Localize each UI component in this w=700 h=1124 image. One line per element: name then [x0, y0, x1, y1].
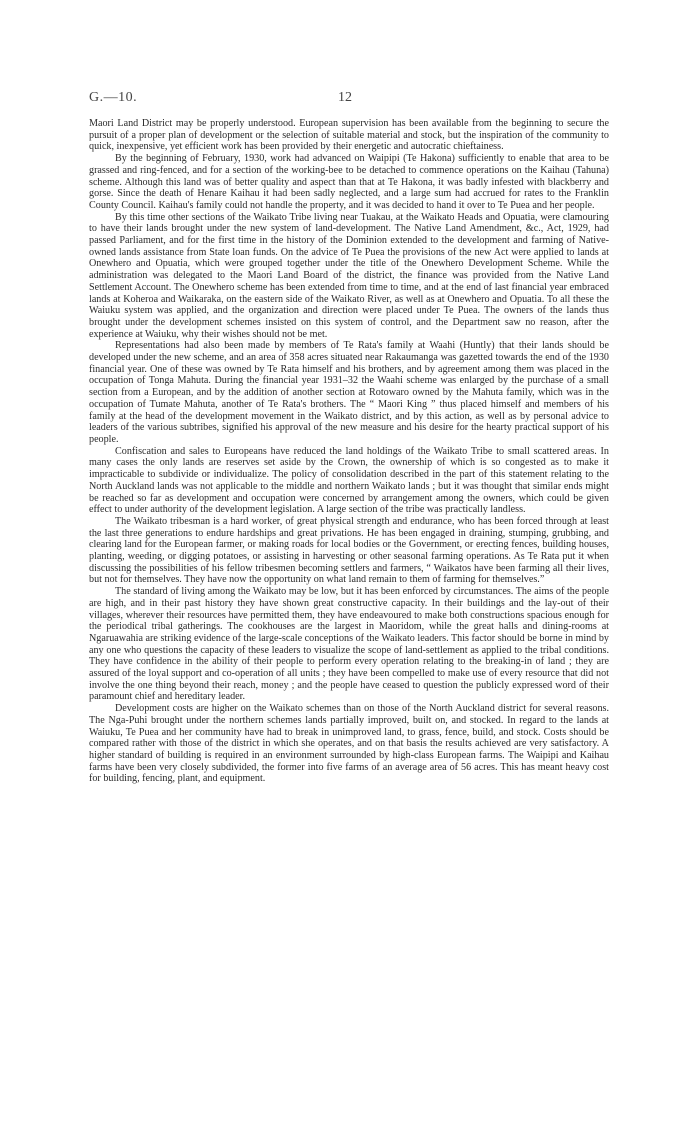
paragraph: By this time other sections of the Waikato Tribe living near Tuakau, at the Waikato Heads and Opuatia, were clamouring to have their lands brought under the new system of land-development. The Native Land Amendment, &c., Act, 1929, had passed Parliament, and for the first time in the history of the Dominion extended to the development and farming of Native-owned lands assistance from State loan funds. On the advice of Te Puea the provisions of the new Act were applied to lands at Onewhero and Opuatia, which were grouped together under the title of the Onewhero Development Scheme. While the administration was delegated to the Maori Land Board of the district, the finance was provided from the Native Land Settlement Account. The Onewhero scheme has been extended from time to time, and at the end of last financial year embraced lands at Koheroa and Waikaraka, on the eastern side of the Waikato River, as well as at Onewhero and Opuatia. To all these the Waiuku system was applied, and the organization and direction were placed under Te Puea. The owners of the lands thus brought under the development schemes insisted on this system of control, and the Department saw no reason, after the experience at Waiuku, why their wishes should not be met. — [89, 211, 609, 340]
paragraph: Confiscation and sales to Europeans have reduced the land holdings of the Waikato Tribe to small scattered areas. In many cases the only lands are reserves set aside by the Crown, the ownership of which is so congested as to make it impracticable to subdivide or individualize. The policy of consolidation described in the part of this statement relating to the North Auckland lands was not applicable to the middle and northern Waikato lands ; but it was thought that similar ends might be reached so far as development and occupation were concerned by arrangement among the owners, which could be given effect to under authority of the development legislation. A large section of the tribe was practically landless. — [89, 445, 609, 516]
paragraph: Development costs are higher on the Waikato schemes than on those of the North Auckland district for several reasons. The Nga-Puhi brought under the northern schemes lands partially improved, built on, and stocked. In regard to the lands at Waiuku, Te Puea and her community have had to break in unimproved land, to grass, fence, build, and stock. Costs should be compared rather with those of the district in which she operates, and on that basis the results achieved are very satisfactory. A higher standard of building is required in an environment surrounded by high-class European farms. The Waipipi and Kaihau farms have been very closely subdivided, the former into five farms of an average area of 56 acres. This has meant heavy cost for building, fencing, plant, and equipment. — [89, 703, 609, 785]
paragraph: The Waikato tribesman is a hard worker, of great physical strength and endurance, who has been forced through at least the last three generations to endure hardships and great privations. He has been engaged in draining, stumping, grubbing, and clearing land for the European farmer, or making roads for local bodies or the Government, or erecting fences, building houses, planting, weeding, or digging potatoes, or assisting in harvesting or other seasonal farming operations. As Te Rata put it when discussing the possibilities of his fellow tribesmen becoming settlers and farmers, “ Waikatos have been farming all their lives, but not for themselves. They have now the opportunity on what land remain to them of farming for themselves.” — [89, 515, 609, 586]
page-header — [89, 90, 609, 110]
paragraph: Maori Land District may be properly understood. European supervision has been available from the beginning to secure the pursuit of a proper plan of development or the selection of suitable material and stock, but the inspiration of the community to quick, inexpensive, yet efficient work has been provided by their energetic and autocratic chieftainess. — [89, 118, 609, 153]
paragraph: Representations had also been made by members of Te Rata's family at Waahi (Huntly) that their lands should be developed under the new scheme, and an area of 358 acres situated near Rakaumanga was gazetted towards the end of the 1930 financial year. One of these was owned by Te Rata himself and his brothers, and by agreement among them was placed in the occupation of Tonga Mahuta. During the financial year 1931–32 the Waahi scheme was enlarged by the purchase of a small section from a European, and by the addition of another section at Rotowaro owned by the Mahuta family, which was in the occupation of Tumate Mahuta, another of Te Rata's brothers. The “ Maori King ” thus placed himself and members of his family at the head of the development movement in the Waikato district, and by this action, as well as by personal advice to leaders of the various subtribes, signified his approval of the new measure and his desire for the hearty practical support of his people. — [89, 340, 609, 445]
page-number: 12 — [338, 90, 352, 105]
body-text — [89, 118, 609, 785]
document-reference: G.—10. — [89, 90, 138, 105]
paragraph: By the beginning of February, 1930, work had advanced on Waipipi (Te Hakona) sufficiently to enable that area to be grassed and ring-fenced, and for a section of the working-bee to be detached to commence operations on the Kaihau (Tahuna) scheme. Although this land was of better quality and aspect than that at Te Hakona, it was badly infested with blackberry and gorse. Since the death of Henare Kaihau it had been sadly neglected, and a large sum had accrued for rates to the Franklin County Council. Kaihau's family could not handle the property, and it was decided to hand it over to Te Puea and her people. — [89, 153, 609, 211]
paragraph: The standard of living among the Waikato may be low, but it has been enforced by circumstances. The aims of the people are high, and in their past history they have shown great constructive capacity. In their buildings and the lay-out of their villages, wherever their resources have permitted them, they have endeavoured to make both constructions spacious enough for the periodical tribal gatherings. The cookhouses are the largest in Maoridom, while the great halls and dining-rooms at Ngaruawahia are striking evidence of the large-scale conceptions of the Waikato leaders. This factor should be borne in mind by any one who questions the capacity of these leaders to visualize the scope of land-settlement as applied to the tribal conditions. They have confidence in the ability of their people to perform every operation relating to the breaking-in of land ; they are assured of the loyal support and co-operation of all units ; they have been compelled to make use of every resource that did not involve the one thing beyond their reach, money ; and the people have ceased to question the publicly expressed word of their paramount chief and hereditary leader. — [89, 586, 609, 703]
